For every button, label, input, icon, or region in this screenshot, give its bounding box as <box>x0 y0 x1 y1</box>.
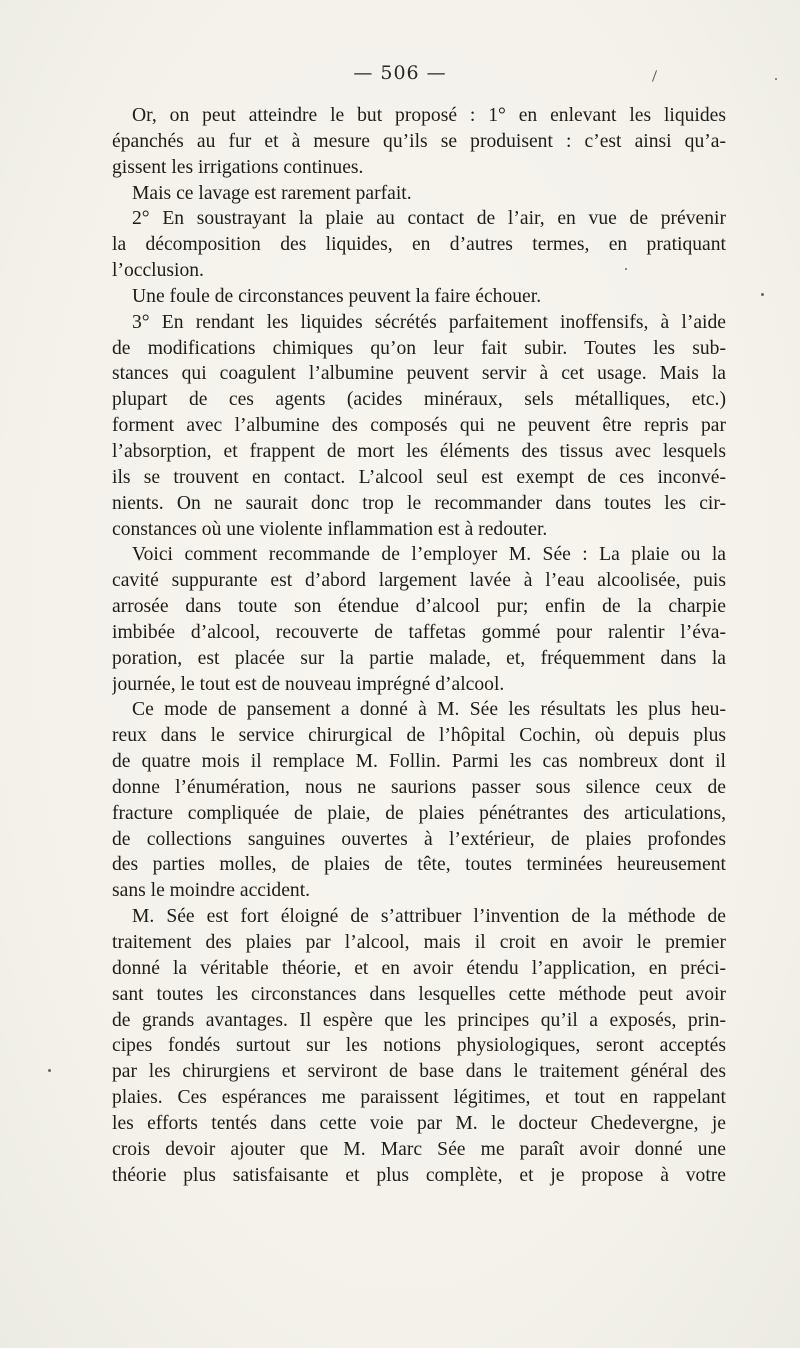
text-line: Une foule de circonstances peuvent la faire échouer. <box>132 285 542 307</box>
text-line: de quatre mois il remplace M. Follin. Parmi les cas nombreux dont il <box>112 751 726 773</box>
text-line: Voici comment recommande de l’employer M. Sée : La plaie ou la <box>132 544 726 566</box>
text-line: de collections sanguines ouvertes à l’extérieur, de plaies profondes <box>112 828 726 850</box>
scan-speck <box>761 293 764 296</box>
text-line: traitement des plaies par l’alcool, mais il croit en avoir le premier <box>112 932 726 953</box>
text-line: 2° En soustrayant la plaie au contact de l’air, en vue de prévenir <box>132 208 726 230</box>
text-line: 3° En rendant les liquides sécrétés parfaitement inoffensifs, à l’aide <box>132 311 726 333</box>
scan-speck <box>48 1069 51 1072</box>
text-line: de grands avantages. Il espère que les principes qu’il a exposés, prin- <box>112 1009 726 1031</box>
text-line: donné la véritable théorie, et en avoir étendu l’application, en préci- <box>112 957 726 979</box>
text-line: sans le moindre accident. <box>112 880 311 902</box>
text-line: constances où une violente inflammation est à redouter. <box>112 518 548 540</box>
body-text <box>112 103 726 1188</box>
text-line: poration, est placée sur la partie malade, et, fréquemment dans la <box>112 647 726 669</box>
text-line: des parties molles, de plaies de tête, toutes terminées heureusement <box>112 854 726 876</box>
text-line: fracture compliquée de plaie, de plaies pénétrantes des articulations, <box>112 802 726 824</box>
scan-speck <box>775 78 777 80</box>
text-line: théorie plus satisfaisante et plus complète, et je propose à votre <box>112 1164 726 1186</box>
text-line: les efforts tentés dans cette voie par M. le docteur Chedevergne, je <box>112 1112 726 1134</box>
text-line: plupart de ces agents (acides minéraux, sels métalliques, etc.) <box>112 389 726 411</box>
text-line: cavité suppurante est d’abord largement lavée à l’eau alcoolisée, puis <box>112 570 726 592</box>
text-line: journée, le tout est de nouveau imprégné d’alcool. <box>112 673 505 695</box>
text-line: forment avec l’albumine des composés qui ne peuvent être repris par <box>112 415 726 437</box>
text-line: nients. On ne saurait donc trop le recommander dans toutes les cir- <box>112 492 726 514</box>
text-line: gissent les irrigations continues. <box>112 156 364 178</box>
text-line: l’occlusion. <box>112 260 204 282</box>
text-line: crois devoir ajouter que M. Marc Sée me paraît avoir donné une <box>112 1138 726 1160</box>
text-line: reux dans le service chirurgical de l’hôpital Cochin, où depuis plus <box>112 725 726 747</box>
text-line: de modifications chimiques qu’on leur fait subir. Toutes les sub- <box>112 337 726 359</box>
text-line: sant toutes les circonstances dans lesquelles cette méthode peut avoir <box>112 983 726 1005</box>
text-line: arrosée dans toute son étendue d’alcool pur; enfin de la charpie <box>112 596 726 618</box>
text-line: par les chirurgiens et serviront de base dans le traitement général des <box>112 1061 726 1083</box>
text-line: l’absorption, et frappent de mort les éléments des tissus avec lesquels <box>112 440 726 462</box>
text-line: stances qui coagulent l’albumine peuvent servir à cet usage. Mais la <box>112 363 726 385</box>
text-line: Mais ce lavage est rarement parfait. <box>132 182 412 204</box>
text-line: Or, on peut atteindre le but proposé : 1° en enlevant les liquides <box>132 105 726 126</box>
text-line: plaies. Ces espérances me paraissent légitimes, et tout en rappelant <box>112 1087 726 1109</box>
scan-speck <box>625 268 627 270</box>
text-line: la décomposition des liquides, en d’autres termes, en pratiquant <box>112 234 726 256</box>
text-line: donne l’énumération, nous ne saurions passer sous silence ceux de <box>112 776 726 798</box>
text-line: imbibée d’alcool, recouverte de taffetas gommé pour ralentir l’éva- <box>112 621 726 643</box>
text-line: cipes fondés surtout sur les notions physiologiques, seront acceptés <box>112 1035 726 1057</box>
page-number: — 506 — <box>353 62 447 84</box>
text-line: épanchés au fur et à mesure qu’ils se produisent : c’est ainsi qu’a- <box>112 130 726 152</box>
text-line: ils se trouvent en contact. L’alcool seul est exempt de ces inconvé- <box>112 466 726 488</box>
text-line: Ce mode de pansement a donné à M. Sée les résultats les plus heu- <box>132 699 726 721</box>
text-line: M. Sée est fort éloigné de s’attribuer l’invention de la méthode de <box>132 906 726 928</box>
